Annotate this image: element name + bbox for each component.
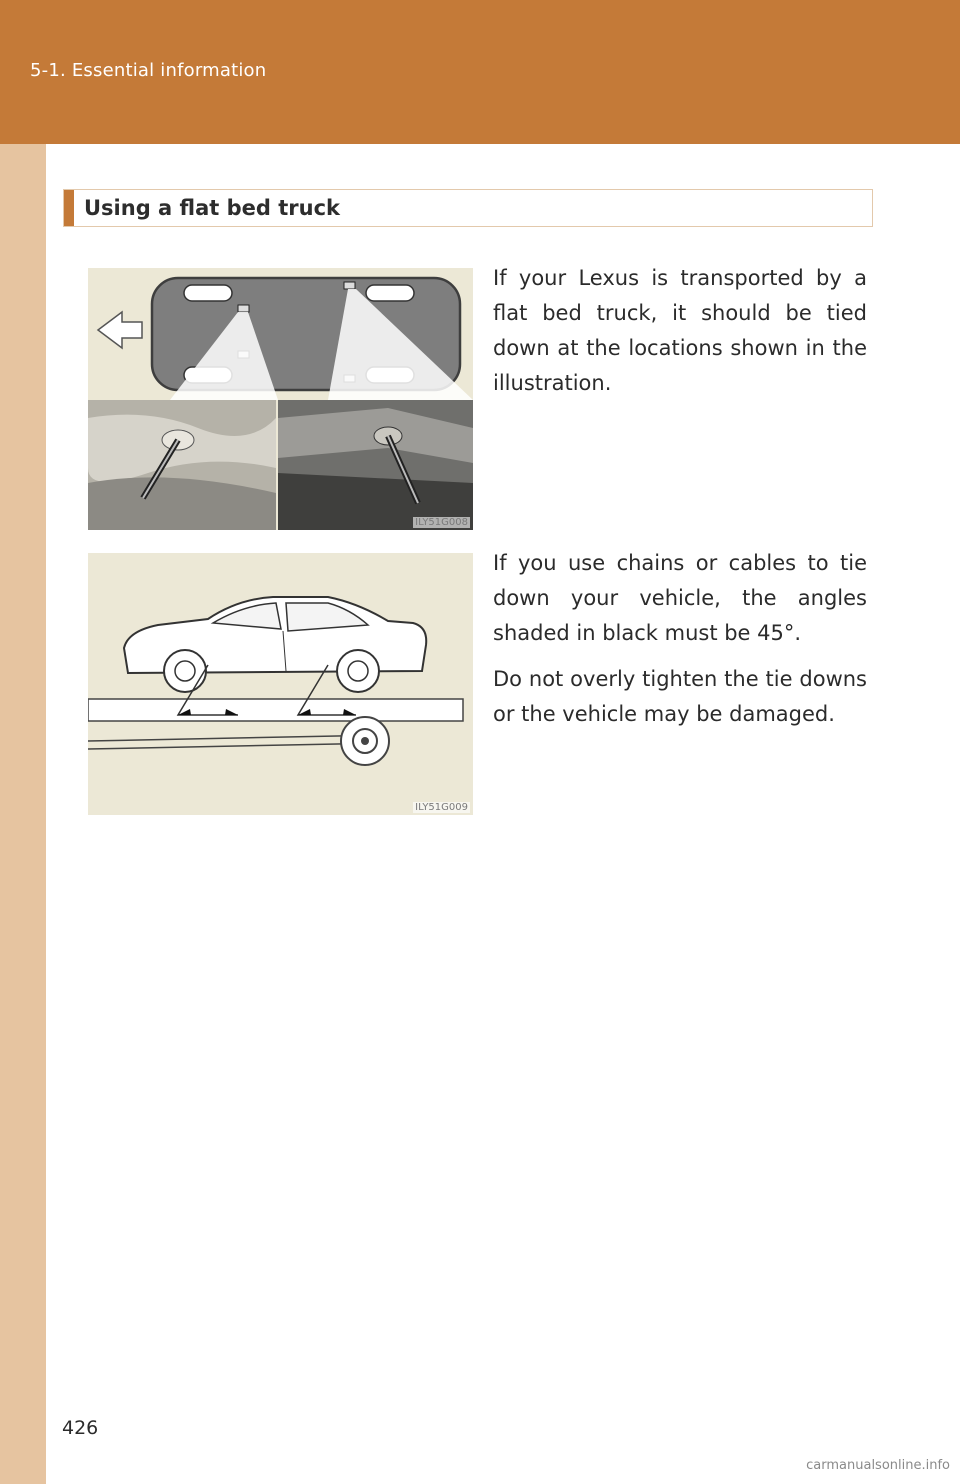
page-number: 426 xyxy=(62,1417,99,1439)
tie-point-front-left xyxy=(238,305,249,312)
section-title: Using a flat bed truck xyxy=(84,196,340,220)
tie-down-angle-figure xyxy=(88,553,473,815)
tightening-caution-text: Do not overly tighten the tie downs or the vehicle may be damaged. xyxy=(493,667,867,726)
front-direction-arrow-icon xyxy=(98,312,142,348)
tie-down-angle-text: If you use chains or cables to tie down your vehicle, the angles shaded in black must be 45°. xyxy=(493,551,867,645)
flatbed-deck xyxy=(88,699,463,721)
chapter-label: 5-1. Essential information xyxy=(30,60,267,81)
tie-down-locations-text: If your Lexus is transported by a flat bed truck, it should be tied down at the locations shown in the illustration. xyxy=(493,266,867,395)
figure-code: ILY51G009 xyxy=(415,802,468,813)
section-heading-bar xyxy=(63,189,873,227)
tie-down-illustration xyxy=(88,268,473,530)
wheel-rear-left xyxy=(366,285,414,301)
page-header xyxy=(0,0,960,144)
tie-point-rear-left xyxy=(344,282,355,289)
side-margin-strip xyxy=(0,144,46,1484)
vehicle-on-flatbed-illustration xyxy=(88,553,473,815)
figure-code: ILY51G008 xyxy=(415,517,468,528)
wheel-front-left xyxy=(184,285,232,301)
site-watermark: carmanualsonline.info xyxy=(806,1458,950,1473)
tie-down-locations-figure xyxy=(88,268,473,530)
